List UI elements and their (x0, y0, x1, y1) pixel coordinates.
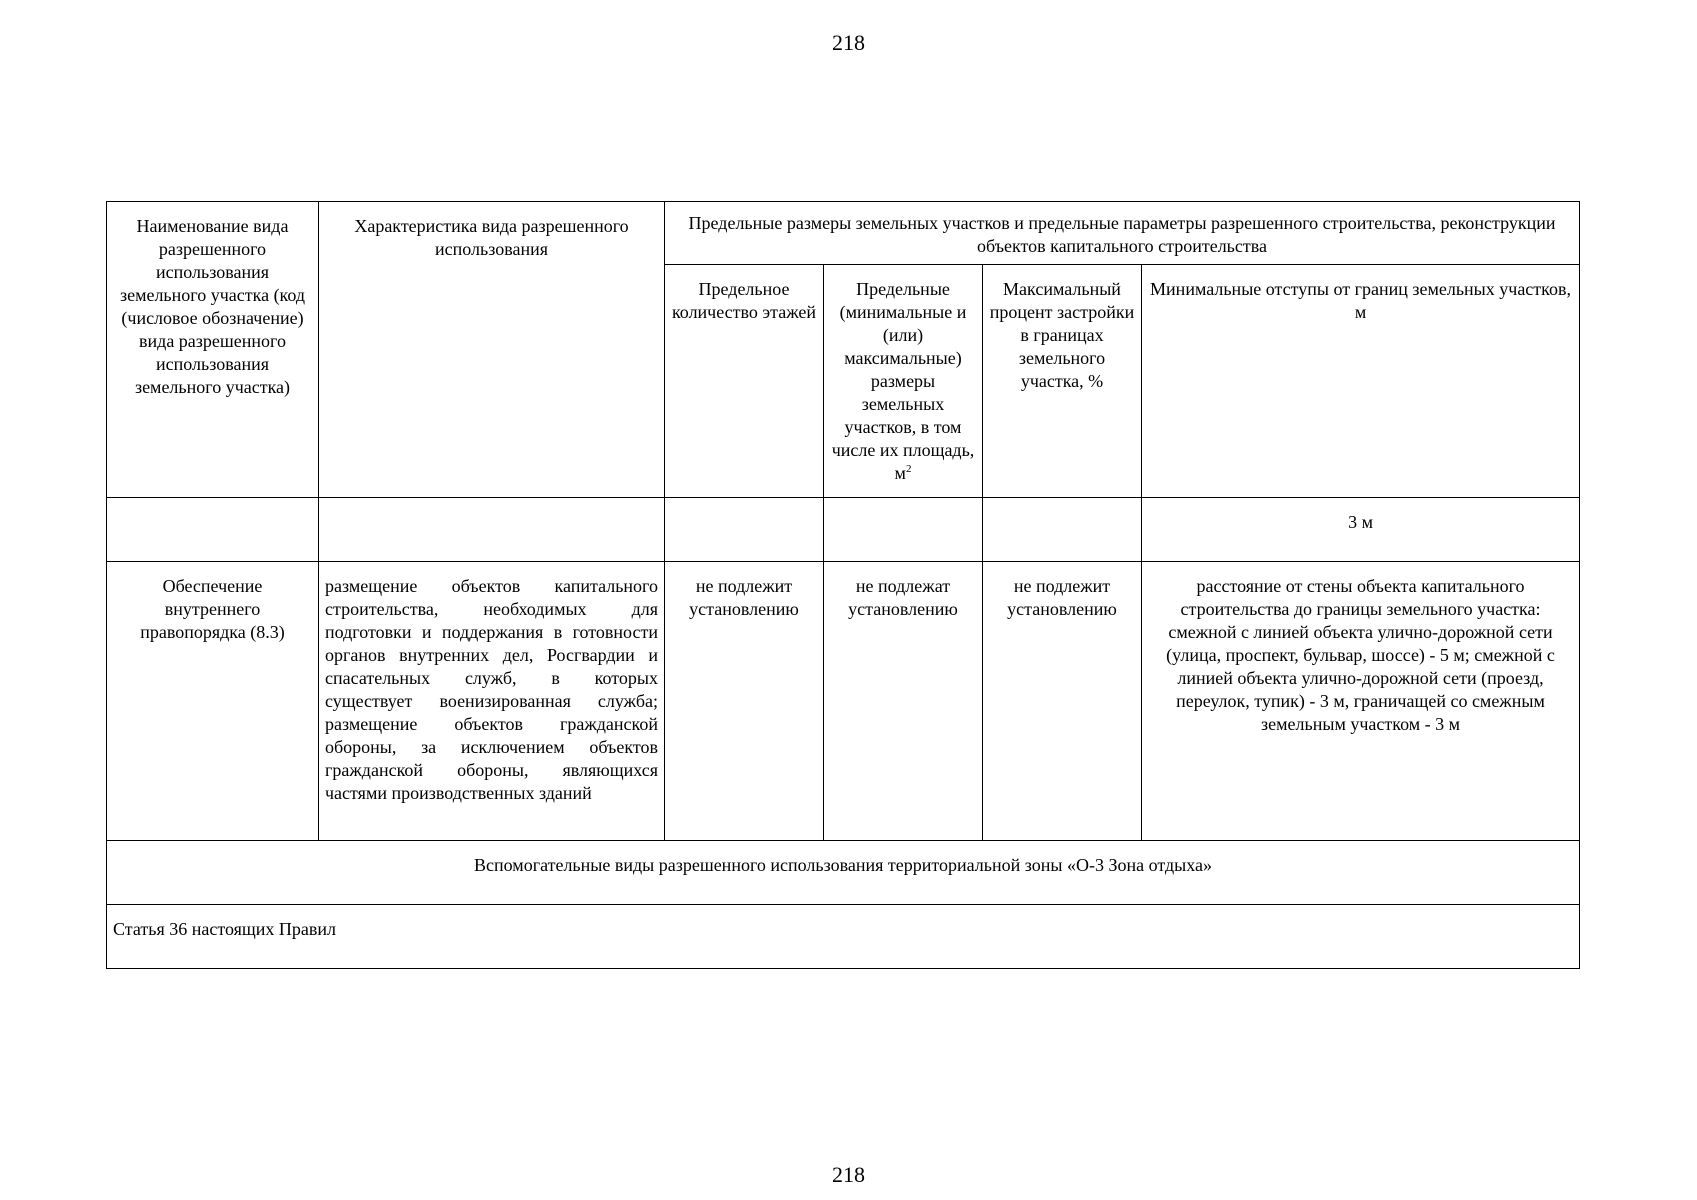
header-row-1 (107, 202, 1580, 265)
section-heading-row (107, 841, 1580, 905)
header-floors-label: Предельное количество этажей (671, 279, 817, 322)
header-sizes-cell (824, 265, 983, 498)
zoning-rules-table (106, 201, 1580, 969)
continuation-row (107, 498, 1580, 562)
header-characteristic-cell (319, 202, 665, 498)
row-setbacks: расстояние от стены объекта капитального строительства до границы земельного участка: смежной с линией объекта улично-дорожной сети (улица, проспект, бульвар, шоссе) - 5 м; смежной с линией объекта улично-дорожной сети (проезд, переулок, тупик) - 3 м, граничащей со смежным земельным участком - 3 м (1166, 576, 1555, 734)
continuation-floors-cell (665, 498, 824, 562)
header-percent-label: Максимальный процент застройки в границах земельного участка, % (989, 279, 1135, 391)
page-number-bottom: 218 (832, 1162, 865, 1187)
page-number-top: 218 (832, 30, 865, 55)
row-setbacks-cell (1142, 562, 1580, 841)
continuation-percent-cell (983, 498, 1142, 562)
header-sizes-superscript: 2 (905, 463, 912, 475)
row-name-cell (107, 562, 319, 841)
row-percent: не подлежит установлению (1007, 576, 1117, 619)
row-percent-cell (983, 562, 1142, 841)
row-floors-cell (665, 562, 824, 841)
header-percent-cell (983, 265, 1142, 498)
reference-row (107, 905, 1580, 969)
header-name-cell (107, 202, 319, 498)
continuation-name-cell (107, 498, 319, 562)
header-setbacks-label: Минимальные отступы от границ земельных участков, м (1150, 279, 1571, 322)
section-heading: Вспомогательные виды разрешенного использования территориальной зоны «О-3 Зона отдыха» (474, 855, 1213, 875)
header-floors-cell (665, 265, 824, 498)
continuation-setbacks-value: 3 м (1348, 512, 1373, 532)
reference-cell (107, 905, 1580, 969)
header-name-label: Наименование вида разрешенного использования земельного участка (код (числовое обозначение) вида разрешенного использования земельного участка) (119, 216, 306, 397)
table-row (107, 562, 1580, 841)
row-sizes-cell (824, 562, 983, 841)
row-floors: не подлежит установлению (689, 576, 799, 619)
continuation-characteristic-cell (319, 498, 665, 562)
header-limits-group-label: Предельные размеры земельных участков и предельные параметры разрешенного строительства, реконструкции объектов капитального строительства (688, 213, 1556, 256)
reference-text: Статья 36 настоящих Правил (113, 919, 337, 939)
row-name: Обеспечение внутреннего правопорядка (8.3) (140, 576, 285, 642)
header-setbacks-cell (1142, 265, 1580, 498)
row-sizes: не подлежат установлению (848, 576, 958, 619)
section-heading-cell (107, 841, 1580, 905)
row-characteristic: размещение объектов капитального строительства, необходимых для подготовки и поддержания в готовности органов внутренних дел, Росгвардии и спасательных служб, в которых существует военизированная служба; размещение объектов гражданской обороны, за исключением объектов гражданской обороны, являющихся частями производственных зданий (325, 576, 658, 803)
continuation-setbacks-cell (1142, 498, 1580, 562)
header-characteristic-label: Характеристика вида разрешенного использования (354, 216, 629, 259)
header-limits-group-cell (665, 202, 1580, 265)
header-sizes-label: Предельные (минимальные и (или) максимальные) размеры земельных участков, в том числе их площадь, м (831, 279, 975, 483)
row-characteristic-cell (319, 562, 665, 841)
continuation-sizes-cell (824, 498, 983, 562)
